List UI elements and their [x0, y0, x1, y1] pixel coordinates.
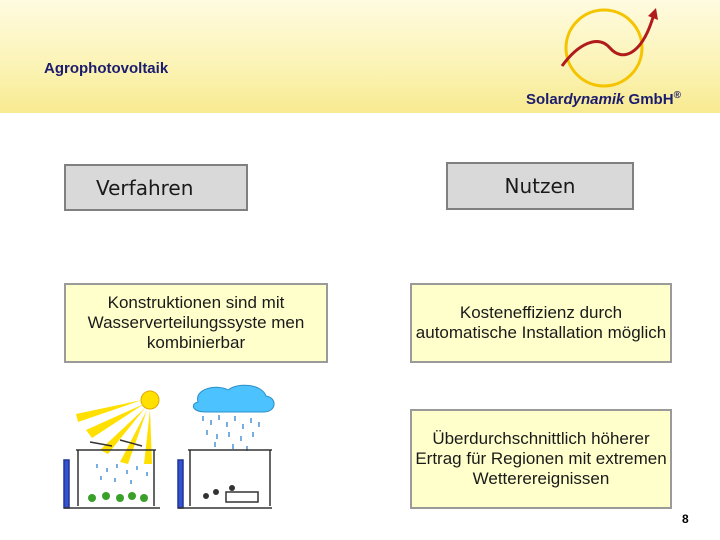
- brand-name: [526, 90, 681, 108]
- company-logo-icon: [558, 4, 668, 90]
- page-number: 8: [682, 512, 689, 526]
- sun-icon: [76, 391, 159, 464]
- brand-gmb: Gmb: [624, 91, 663, 108]
- slide-title: Agrophotovoltaik: [44, 60, 169, 77]
- heading-nutzen-label: Nutzen: [504, 174, 576, 198]
- box-kosteneffizienz-text: Kosteneffizienz durch automatische Installation möglich: [415, 303, 667, 342]
- registered-mark: ®: [673, 90, 681, 101]
- box-konstruktionen: [64, 283, 328, 363]
- header-band: [0, 0, 720, 113]
- brand-h: H: [662, 91, 674, 108]
- greenhouse-icon: [178, 450, 272, 508]
- heading-verfahren-label: Verfahren: [96, 175, 194, 200]
- agrophotovoltaic-illustration: [56, 380, 286, 515]
- plant-icon: [88, 492, 148, 502]
- box-konstruktionen-text: Konstruktionen sind mit Wasserverteilungssyste men kombinierbar: [87, 293, 305, 352]
- heading-verfahren: [64, 164, 248, 211]
- brand-solar: Solar: [526, 91, 564, 108]
- heading-nutzen: [446, 162, 634, 210]
- box-kosteneffizienz: [410, 283, 672, 363]
- brand-dynamik: dynamik: [563, 91, 625, 108]
- box-ertrag: [410, 409, 672, 509]
- box-ertrag-text: Überdurchschnittlich höherer Ertrag für Regionen mit extremen Wetterereignissen: [415, 429, 667, 488]
- cloud-icon: [193, 385, 274, 412]
